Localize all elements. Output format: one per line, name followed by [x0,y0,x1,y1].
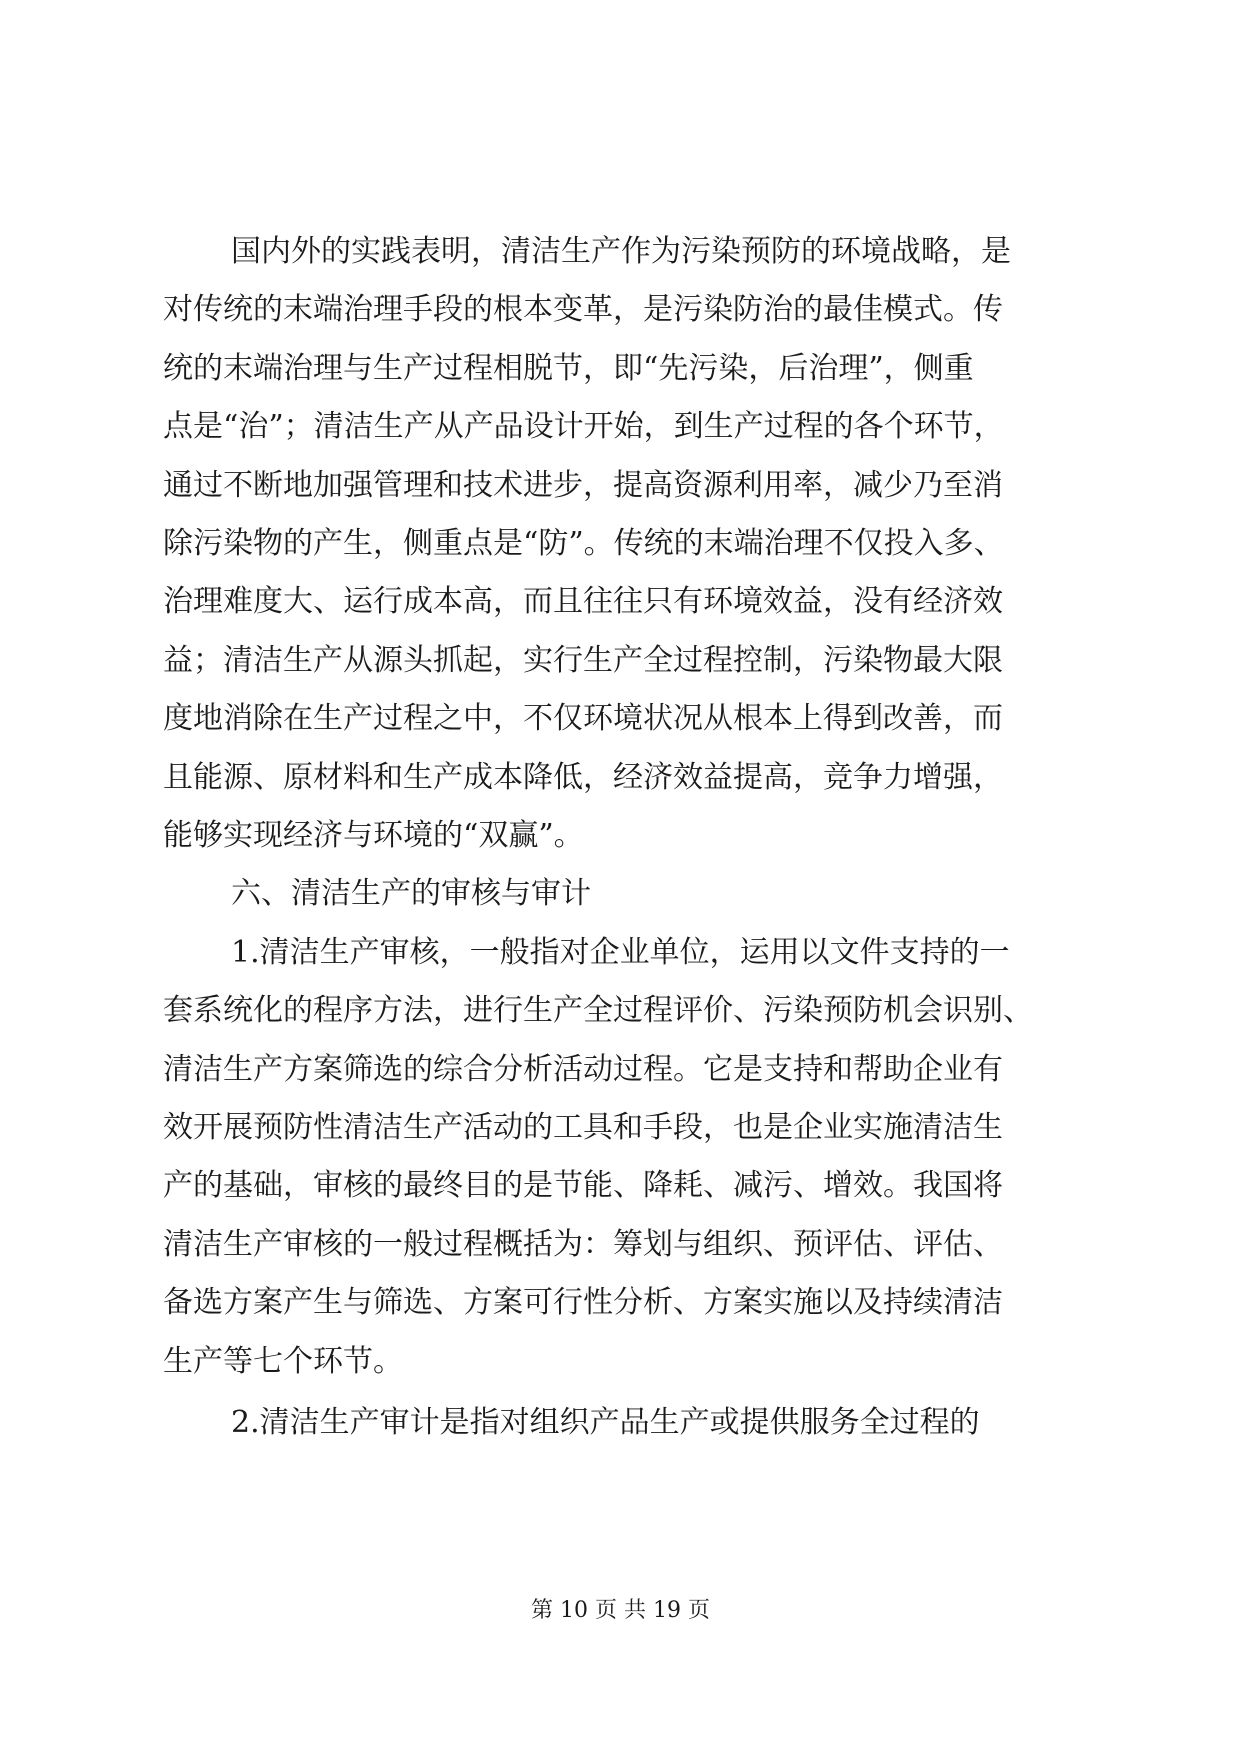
paragraph-line: 备选方案产生与筛选、方案可行性分析、方案实施以及持续清洁 [163,1285,1003,1320]
paragraph-line: 益；清洁生产从源头抓起，实行生产全过程控制，污染物最大限 [163,643,1003,678]
paragraph-line: 生产等七个环节。 [163,1344,403,1379]
paragraph-line: 点是“治”；清洁生产从产品设计开始，到生产过程的各个环节， [163,409,1004,444]
paragraph-line: 产的基础，审核的最终目的是节能、降耗、减污、增效。我国将 [163,1168,1003,1203]
paragraph-line: 能够实现经济与环境的“双赢”。 [163,818,584,853]
paragraph-line: 清洁生产方案筛选的综合分析活动过程。它是支持和帮助企业有 [163,1052,1003,1087]
paragraph-line: 度地消除在生产过程之中，不仅环境状况从根本上得到改善，而 [163,701,1003,736]
paragraph-line: 2.清洁生产审计是指对组织产品生产或提供服务全过程的 [231,1405,980,1440]
paragraph-line: 套系统化的程序方法，进行生产全过程评价、污染预防机会识别、 [163,993,1033,1028]
paragraph-line: 统的末端治理与生产过程相脱节，即“先污染，后治理”，侧重 [163,351,974,386]
page-number-footer: 第 10 页 共 19 页 [531,1598,710,1623]
paragraph-line: 治理难度大、运行成本高，而且往往只有环境效益，没有经济效 [163,584,1003,619]
paragraph-line: 对传统的末端治理手段的根本变革，是污染防治的最佳模式。传 [163,292,1003,327]
section-heading: 六、清洁生产的审核与审计 [231,876,591,911]
paragraph-line: 且能源、原材料和生产成本降低，经济效益提高，竞争力增强， [163,760,1003,795]
paragraph-line: 通过不断地加强管理和技术进步，提高资源利用率，减少乃至消 [163,468,1003,503]
paragraph-line: 清洁生产审核的一般过程概括为：筹划与组织、预评估、评估、 [163,1227,1003,1262]
paragraph-line: 效开展预防性清洁生产活动的工具和手段，也是企业实施清洁生 [163,1110,1003,1145]
paragraph-line: 除污染物的产生，侧重点是“防”。传统的末端治理不仅投入多、 [163,526,1004,561]
paragraph-line: 国内外的实践表明，清洁生产作为污染预防的环境战略，是 [231,234,1011,269]
paragraph-line: 1.清洁生产审核，一般指对企业单位，运用以文件支持的一 [231,935,1010,970]
